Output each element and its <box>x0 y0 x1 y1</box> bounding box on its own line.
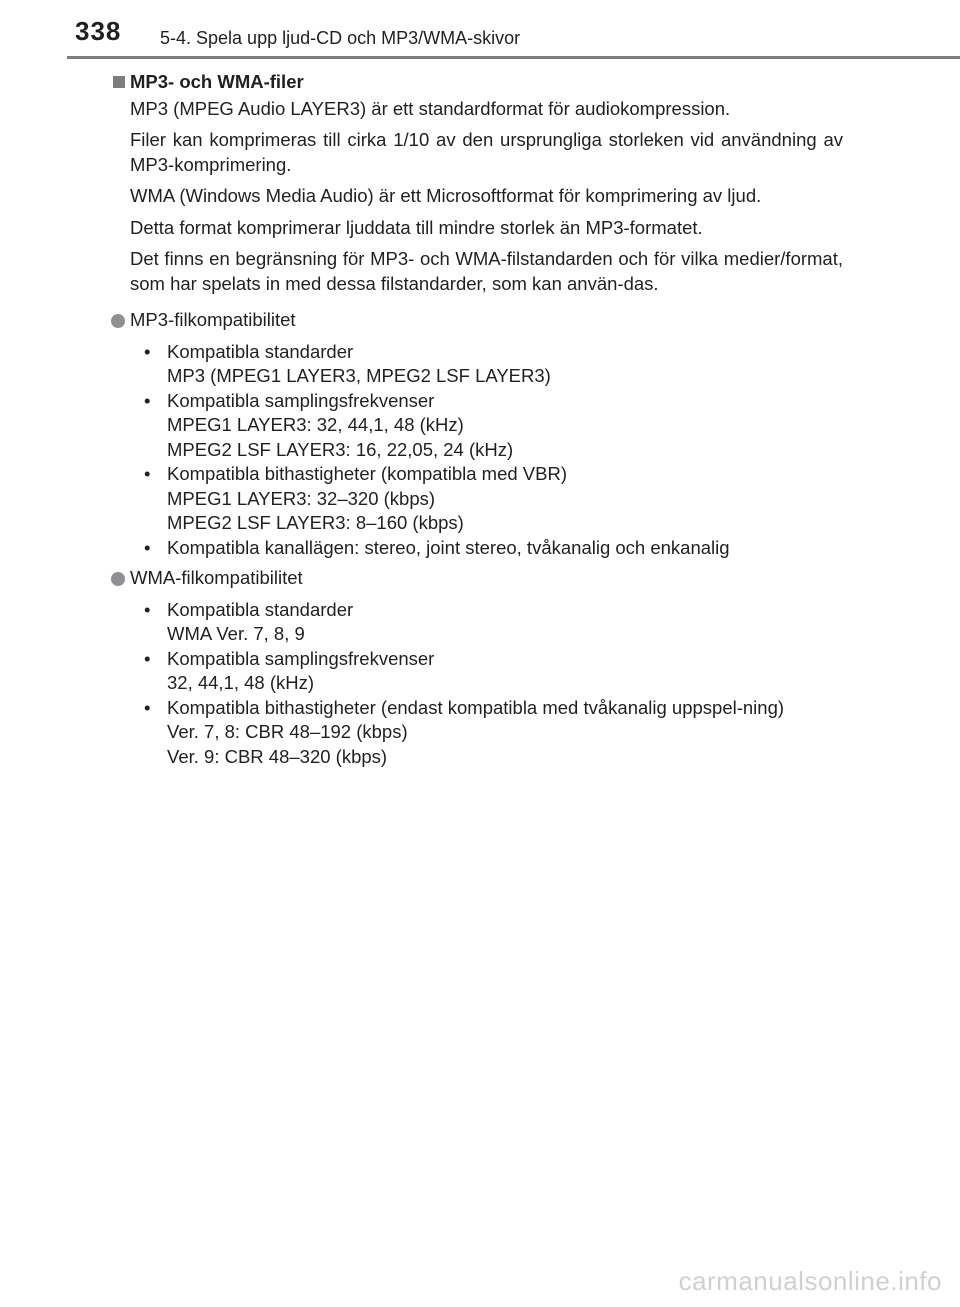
wma-compat-list <box>110 598 843 770</box>
section-heading <box>110 70 843 95</box>
list-item-label: Kompatibla bithastigheter (kompatibla med VBR) <box>167 463 567 484</box>
mp3-compat-heading <box>110 308 843 333</box>
bullet-dot-icon: • <box>144 598 151 620</box>
mp3-heading-text: MP3-filkompatibilitet <box>130 309 296 330</box>
circle-bullet-icon <box>111 572 125 586</box>
mp3-compat-list <box>110 340 843 561</box>
list-item <box>140 389 843 463</box>
paragraph: Det finns en begränsning för MP3- och WMA-filstandarden och för vilka medier/format, som har spelats in med dessa filstandarder, som kan använ-das. <box>130 248 843 294</box>
list-item-detail: MPEG2 LSF LAYER3: 8–160 (kbps) <box>167 512 464 533</box>
wma-heading-text: WMA-filkompatibilitet <box>130 567 303 588</box>
main-content <box>110 70 843 775</box>
list-item <box>140 647 843 696</box>
paragraph: MP3 (MPEG Audio LAYER3) är ett standardformat för audiokompression. <box>130 97 731 119</box>
wma-compat-heading <box>110 566 843 591</box>
list-item-detail: Ver. 9: CBR 48–320 (kbps) <box>167 745 388 767</box>
list-item-label: Kompatibla bithastigheter (endast kompatibla med tvåkanalig uppspel-ning) <box>167 696 785 718</box>
square-bullet-icon <box>113 76 125 88</box>
bullet-dot-icon: • <box>144 463 151 484</box>
bullet-dot-icon: • <box>144 647 151 669</box>
list-item-label: Kompatibla samplingsfrekvenser <box>167 647 435 669</box>
bullet-dot-icon: • <box>144 340 151 362</box>
list-item-label: Kompatibla kanallägen: stereo, joint stereo, tvåkanalig och enkanalig <box>167 536 730 558</box>
list-item-detail: Ver. 7, 8: CBR 48–192 (kbps) <box>167 721 408 742</box>
section-title-text: MP3- och WMA-filer <box>130 71 304 92</box>
bullet-dot-icon: • <box>144 389 151 411</box>
circle-bullet-icon <box>111 314 125 328</box>
list-item-detail: MPEG1 LAYER3: 32, 44,1, 48 (kHz) <box>167 414 464 435</box>
list-item-detail: MPEG1 LAYER3: 32–320 (kbps) <box>167 487 436 509</box>
page-header <box>0 0 960 62</box>
paragraph: WMA (Windows Media Audio) är ett Microsoftformat för komprimering av ljud. <box>130 185 762 206</box>
list-item <box>140 536 843 561</box>
list-item-label: Kompatibla standarder <box>167 340 354 362</box>
header-divider <box>67 56 960 59</box>
list-item-detail: WMA Ver. 7, 8, 9 <box>167 623 305 644</box>
bullet-dot-icon: • <box>144 696 151 718</box>
list-item-detail: MPEG2 LSF LAYER3: 16, 22,05, 24 (kHz) <box>167 438 514 460</box>
page-number: 338 <box>75 16 122 46</box>
list-item <box>140 462 843 536</box>
list-item-label: Kompatibla samplingsfrekvenser <box>167 389 435 411</box>
list-item-detail: MP3 (MPEG1 LAYER3, MPEG2 LSF LAYER3) <box>167 365 551 386</box>
bullet-dot-icon: • <box>144 536 151 558</box>
list-item-detail: 32, 44,1, 48 (kHz) <box>167 672 315 693</box>
chapter-title: 5-4. Spela upp ljud-CD och MP3/WMA-skivor <box>160 28 521 48</box>
list-item <box>140 340 843 389</box>
list-item <box>140 598 843 647</box>
list-item <box>140 696 843 770</box>
paragraph: Detta format komprimerar ljuddata till mindre storlek än MP3-formatet. <box>130 216 703 238</box>
watermark-logo: carmanualsonline.info <box>678 1266 942 1296</box>
list-item-label: Kompatibla standarder <box>167 598 354 620</box>
paragraph: Filer kan komprimeras till cirka 1/10 av den ursprungliga storleken vid användning av MP3-komprimering. <box>130 129 843 175</box>
